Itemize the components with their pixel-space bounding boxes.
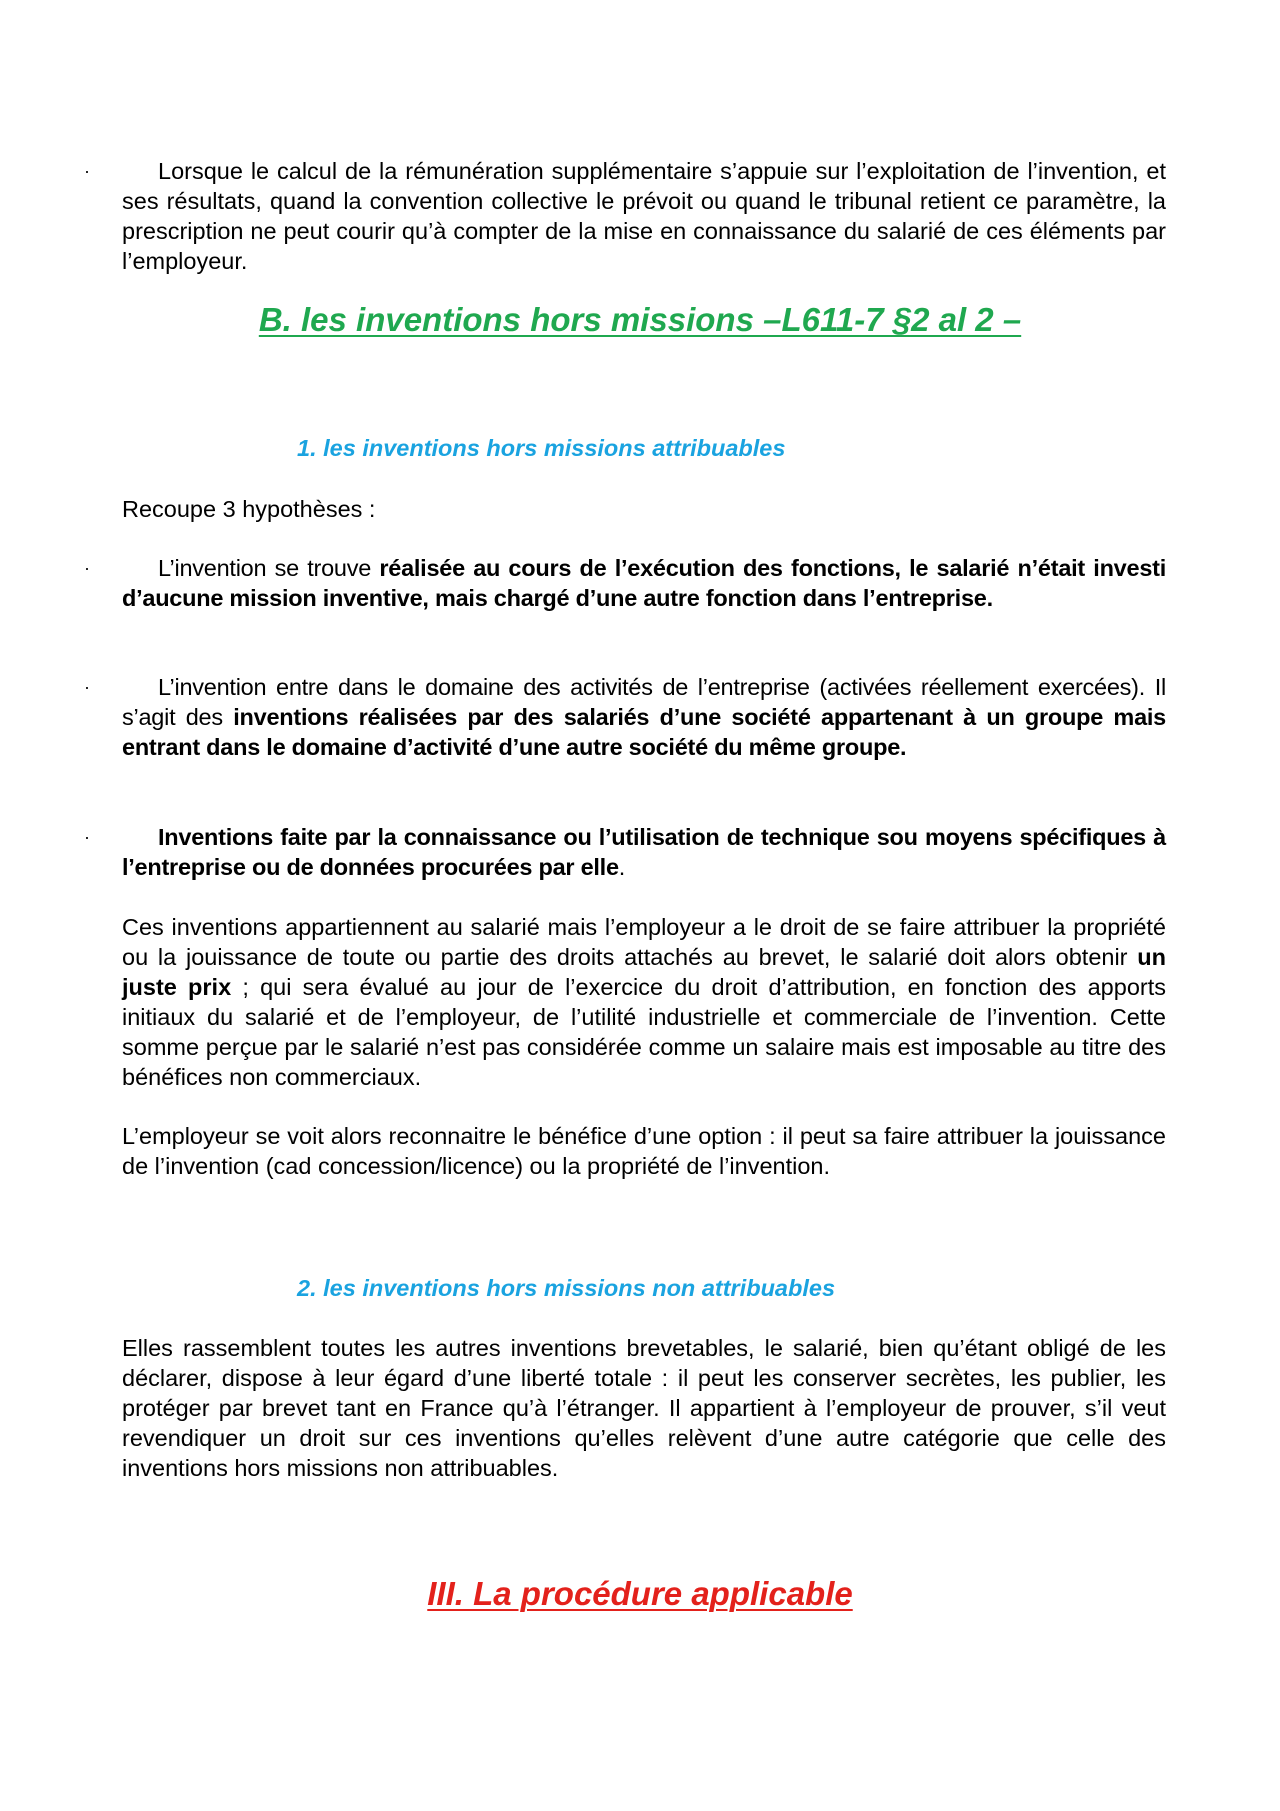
hypothesis-2 <box>122 672 1166 762</box>
section-heading-b <box>0 300 1280 340</box>
hypothesis-1 <box>122 553 1166 613</box>
bullet-marker: · <box>84 827 90 847</box>
section-heading-iii-text: III. La procédure applicable <box>427 1575 853 1612</box>
hypothesis-1-bold: réalisée au cours de l’exécution des fonctions, le salarié n’était investi d’aucune mission inventive, mais chargé d’une autre fonction dans l’entreprise. <box>122 555 1166 611</box>
subsection-heading-1: 1. les inventions hors missions attribuables <box>297 435 786 461</box>
paragraph-non-attribuables: Elles rassemblent toutes les autres inventions brevetables, le salarié, bien qu’étant obligé de les déclarer, dispose à leur égard d’une liberté totale : il peut les conserver secrètes, les publier, les protéger par brevet tant en France qu’à l’étranger. Il appartient à l’employeur de prouver, s’il veut revendiquer un droit sur ces inventions qu’elles relèvent d’une autre catégorie que celle des inventions hors missions non attribuables. <box>122 1335 1166 1481</box>
paragraph-juste-prix-after: ; qui sera évalué au jour de l’exercice du droit d’attribution, en fonction des apports initiaux du salarié et de l’employeur, de l’utilité industrielle et commerciale de l’invention. Cette somme perçue par le salarié n’est pas considérée comme un salaire mais est imposable au titre des bénéfices non commerciaux. <box>122 974 1167 1090</box>
subsection-heading-2: 2. les inventions hors missions non attribuables <box>297 1275 836 1301</box>
paragraph-juste-prix <box>122 912 1166 1092</box>
bullet-marker: · <box>84 558 90 578</box>
paragraph-prescription <box>122 156 1166 276</box>
paragraph-option: L’employeur se voit alors reconnaitre le bénéfice d’une option : il peut sa faire attribuer la jouissance de l’invention (cad concession/licence) ou la propriété de l’invention. <box>122 1123 1166 1179</box>
section-heading-iii <box>0 1573 1280 1615</box>
hypothesis-1-plain: L’invention se trouve <box>158 555 380 581</box>
hypothesis-3-bold: Inventions faite par la connaissance ou l’utilisation de technique sou moyens spécifiques à l’entreprise ou de données procurées par elle <box>122 824 1166 880</box>
paragraph-recoupe: Recoupe 3 hypothèses : <box>122 496 376 522</box>
hypothesis-2-bold: inventions réalisées par des salariés d’une société appartenant à un groupe mais entrant dans le domaine d’activité d’une autre société du même groupe. <box>122 704 1166 760</box>
paragraph-juste-prix-bold: un juste prix <box>122 944 1166 1000</box>
paragraph-juste-prix-before: Ces inventions appartiennent au salarié mais l’employeur a le droit de se faire attribuer la propriété ou la jouissance de toute ou partie des droits attachés au brevet, le salarié doit alors obtenir <box>122 914 1166 970</box>
section-heading-b-text: B. les inventions hors missions –L611-7 §2 al 2 – <box>258 301 1022 338</box>
bullet-marker: · <box>84 677 90 697</box>
hypothesis-3 <box>122 822 1166 882</box>
paragraph-prescription-text: Lorsque le calcul de la rémunération supplémentaire s’appuie sur l’exploitation de l’invention, et ses résultats, quand la convention collective le prévoit ou quand le tribunal retient ce paramètre, la prescription ne peut courir qu’à compter de la mise en connaissance du salarié de ces éléments par l’employeur. <box>122 158 1166 274</box>
hypothesis-2-plain: L’invention entre dans le domaine des activités de l’entreprise (activées réellement exercées). Il s’agit des <box>122 674 1166 730</box>
bullet-marker: · <box>84 161 90 181</box>
hypothesis-3-end: . <box>618 854 626 880</box>
